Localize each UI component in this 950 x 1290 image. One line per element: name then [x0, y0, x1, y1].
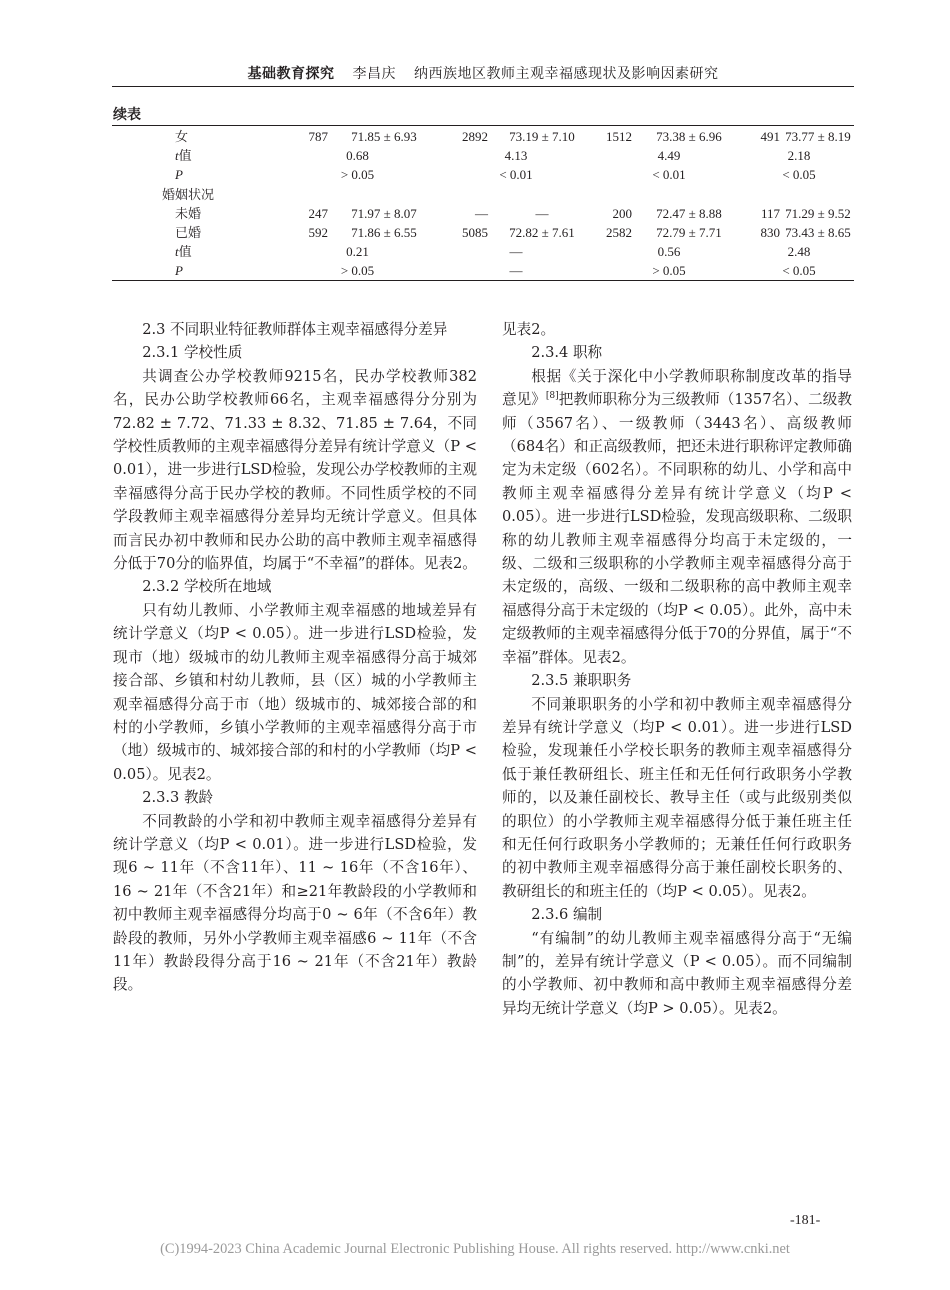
cell-empty — [594, 185, 634, 204]
cell-score: 73.19 ± 7.10 — [509, 129, 575, 145]
cell-empty — [744, 185, 782, 204]
cell-statistic: > 0.05 — [340, 167, 375, 183]
body-paragraph: 只有幼儿教师、小学教师主观幸福感的地域差异有统计学意义（均P < 0.05）。进一步进行LSD检验，发现市（地）级城市的幼儿教师主观幸福感得分高于城郊接合部、乡镇和村幼儿教师，县（区）城的小学教师主观幸福感得分高于市（地）级城市的、城郊接合部的和村的小学教师，乡镇小学教师的主观幸福感得分高于市（地）级城市的、城郊接合部的和村的小学教师（均P < 0.05）。见表2。 — [113, 601, 477, 783]
cell-empty — [330, 185, 438, 204]
row-label — [112, 242, 277, 261]
body-paragraph: 不同兼职职务的小学和初中教师主观幸福感得分差异有统计学意义（均P < 0.01）。进一步进行LSD检验，发现兼任小学校长职务的教师主观幸福感得分低于兼任教研组长、班主任和无任何行政职务小学教师的，以及兼任副校长、教导主任（或与此级别类似的职位）的小学教师主观幸福感得分低于兼任班主任和无任何行政职务小学教师的；无兼任任何行政职务的初中教师主观幸福感得分高于兼任副校长职务的、教研组长的和班主任的（均P < 0.05）。见表2。 — [502, 695, 852, 900]
section-heading: 2.3.1 学校性质 — [142, 344, 243, 362]
row-label-suffix: 值 — [178, 244, 192, 260]
row-label-suffix: 值 — [178, 148, 192, 164]
row-label-symbol: t — [175, 244, 179, 260]
body-paragraph — [502, 365, 852, 669]
cell-empty — [634, 185, 744, 204]
journal-name: 基础教育探究 — [247, 66, 335, 82]
cell-score: 73.43 ± 8.65 — [785, 225, 851, 241]
cell-score: 72.79 ± 7.71 — [656, 225, 722, 241]
section-heading: 2.3 不同职业特征教师群体主观幸福感得分差异 — [142, 321, 448, 338]
cell-score: — — [535, 205, 549, 221]
row-label-symbol: P — [175, 167, 183, 183]
cell-count: 2582 — [606, 225, 632, 241]
cell-empty — [277, 185, 330, 204]
cell-count: 117 — [760, 205, 780, 221]
page-number: -181- — [790, 1213, 821, 1228]
cell-statistic: < 0.05 — [782, 263, 816, 279]
table-row — [112, 261, 854, 280]
table-row — [112, 242, 854, 261]
row-label-symbol: P — [175, 263, 183, 279]
cell-count: 830 — [760, 225, 780, 241]
citation-ref: [8] — [545, 391, 559, 402]
table-top-rule — [112, 125, 854, 126]
table-row — [112, 223, 854, 242]
cell-statistic: — — [509, 244, 523, 260]
row-label — [112, 146, 277, 165]
cell-count: 787 — [308, 129, 328, 145]
cell-count: 491 — [760, 129, 780, 145]
left-text-column — [113, 318, 477, 997]
cell-statistic: > 0.05 — [340, 263, 375, 279]
table-bottom-rule — [112, 280, 854, 281]
cell-count: 5085 — [462, 225, 488, 241]
cell-count: 592 — [308, 225, 328, 241]
cell-empty — [782, 185, 854, 204]
cell-count: 247 — [308, 205, 328, 221]
body-paragraph: 共调查公办学校教师9215名，民办学校教师382名，民办公助学校教师66名，主观幸福感得分分别为72.82 ± 7.72、71.33 ± 8.32、71.85 ± 7.64，不同学校性质教师的主观幸福感得分差异有统计学意义（P < 0.01），进一步进行LSD检验，发现公办学校教师的主观幸福感得分高于民办学校的教师。不同性质学校的不同学段教师主观幸福感得分差异均无统计学意义。但具体而言民办初中教师和民办公助的高中教师主观幸福感得分低于70分的临界值，均属于“不幸福”的群体。见表2。 — [113, 367, 477, 573]
table-continued-label: 续表 — [113, 107, 141, 123]
section-heading: 2.3.5 兼职职务 — [531, 672, 632, 690]
cell-statistic: < 0.01 — [652, 167, 686, 183]
row-label: 女 — [175, 129, 189, 145]
table-row — [112, 165, 854, 184]
section-heading: 2.3.4 职称 — [531, 344, 603, 362]
cell-score: 71.29 ± 9.52 — [785, 205, 851, 221]
running-header — [112, 64, 854, 84]
table-row — [112, 204, 854, 223]
section-heading: 2.3.6 编制 — [531, 906, 603, 924]
cell-statistic: — — [509, 263, 523, 279]
body-paragraph: “有编制”的幼儿教师主观幸福感得分高于“无编制”的，差异有统计学意义（P < 0.05）。而不同编制的小学教师、初中教师和高中教师主观幸福感得分差异均无统计学意义（均P > 0.05）。见表2。 — [502, 929, 852, 1017]
author-name: 李昌庆 — [352, 66, 396, 82]
cell-score: 73.77 ± 8.19 — [785, 129, 851, 145]
cell-score: 71.85 ± 6.93 — [351, 129, 417, 145]
cell-score: 72.82 ± 7.61 — [509, 225, 575, 241]
cell-score: 72.47 ± 8.88 — [656, 205, 722, 221]
row-label: 婚姻状况 — [162, 186, 215, 202]
row-label — [112, 165, 277, 184]
cell-count: — — [475, 205, 488, 221]
cell-count: 1512 — [606, 129, 632, 145]
cell-statistic: < 0.05 — [782, 167, 816, 183]
cell-statistic: 4.13 — [504, 148, 528, 164]
cell-statistic: > 0.05 — [652, 263, 686, 279]
cell-statistic: 4.49 — [657, 148, 681, 164]
header-rule — [112, 86, 854, 87]
paragraph-text: 把教师职称分为三级教师（1357名）、二级教师（3567名）、一级教师（3443名）、高级教师（684名）和正高级教师，把还未进行职称评定教师确定为未定级（602名）。不同职称的幼儿、小学和高中教师主观幸福感得分差异有统计学意义（均P < 0.05）。进一步进行LSD检验，发现高级职称、二级职称的幼儿教师主观幸福感得分均高于未定级的，一级、二级和三级职称的小学教师主观幸福感得分高于未定级的，高级、一级和二级职称的高中教师主观幸福感得分高于未定级的（均P < 0.05）。此外，高中未定级教师的主观幸福感得分低于70的分界值，属于“不幸福”群体。见表2。 — [502, 391, 852, 666]
table-body — [112, 127, 854, 281]
cell-score: 73.38 ± 6.96 — [656, 129, 722, 145]
body-paragraph: 不同教龄的小学和初中教师主观幸福感得分差异有统计学意义（均P < 0.01）。进一步进行LSD检验，发现6 ~ 11年（不含11年）、11 ~ 16年（不含16年）、16 ~ 21年（不含21年）和≥21年教龄段的小学教师和初中教师主观幸福感得分均高于0 ~ 6年（不含6年）教龄段的教师，另外小学教师主观幸福感6 ~ 11年（不含11年）教龄段得分高于16 ~ 21年（不含21年）教龄段。 — [113, 812, 477, 994]
cell-statistic: 0.68 — [346, 148, 369, 164]
table-row — [112, 185, 854, 204]
section-heading: 2.3.3 教龄 — [142, 789, 214, 807]
data-table — [112, 127, 854, 281]
cell-statistic: 0.21 — [346, 244, 369, 260]
paragraph-text: 根据《关于深化中小学教师职称制度改革的指导意见》 — [502, 367, 852, 409]
cell-statistic: 2.48 — [787, 244, 811, 260]
section-heading: 2.3.2 学校所在地域 — [142, 578, 272, 596]
row-label: 已婚 — [175, 225, 202, 241]
cell-statistic: 2.18 — [787, 148, 811, 164]
table-row — [112, 127, 854, 146]
cell-score: 71.97 ± 8.07 — [351, 205, 417, 221]
article-title: 纳西族地区教师主观幸福感现状及影响因素研究 — [414, 66, 719, 82]
cell-count: 200 — [612, 205, 632, 221]
row-label-symbol: t — [175, 148, 179, 164]
paragraph-continuation: 见表2。 — [502, 321, 556, 338]
cell-score: 71.86 ± 6.55 — [351, 225, 417, 241]
cell-statistic: 0.56 — [657, 244, 681, 260]
row-label — [112, 261, 277, 280]
cell-statistic: < 0.01 — [499, 167, 533, 183]
row-label: 未婚 — [175, 205, 202, 221]
cell-empty — [438, 185, 490, 204]
cell-empty — [490, 185, 594, 204]
right-text-column — [502, 318, 852, 1020]
table-row — [112, 146, 854, 165]
copyright-footer: (C)1994-2023 China Academic Journal Electronic Publishing House. All rights reserved. http://www.cnki.net — [160, 1241, 790, 1257]
cell-count: 2892 — [462, 129, 488, 145]
